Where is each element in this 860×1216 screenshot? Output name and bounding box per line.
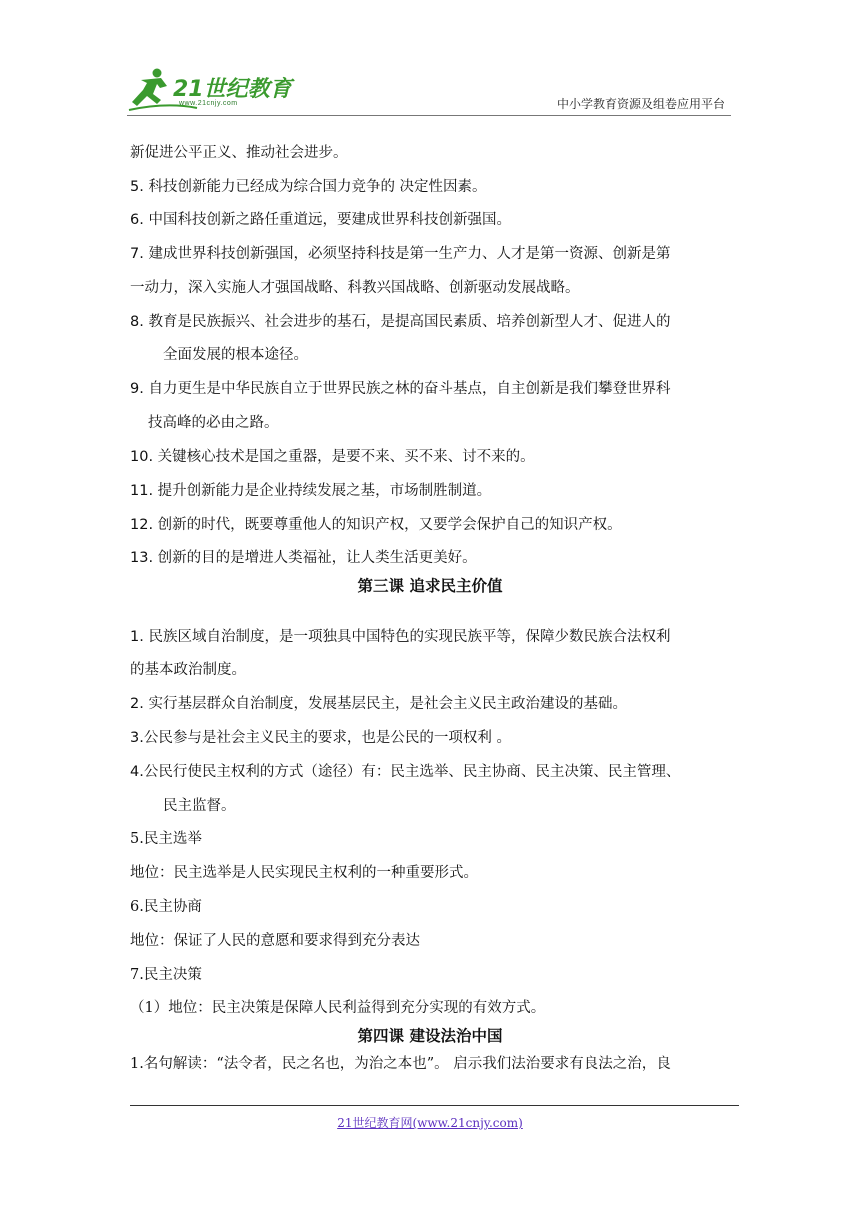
svg-text:21世纪教育: 21世纪教育 (173, 77, 292, 102)
text-line: 12. 创新的时代，既要尊重他人的知识产权，又要学会保护自己的知识产权。 (130, 517, 622, 533)
text-line: 1.名句解读：“法令者，民之名也，为治之本也”。 启示我们法治要求有良法之治，良 (130, 1056, 671, 1072)
footer-divider (130, 1105, 739, 1106)
text-line: 8. 教育是民族振兴、社会进步的基石，是提高国民素质、培养创新型人才、促进人的 (130, 314, 671, 330)
text-line: 7. 建成世界科技创新强国，必须坚持科技是第一生产力、人才是第一资源、创新是第 (130, 246, 671, 262)
footer-link[interactable]: 21世纪教育网(www.21cnjy.com) (337, 1116, 523, 1130)
text-line: 地位：民主选举是人民实现民主权利的一种重要形式。 (130, 865, 478, 881)
text-line: 的基本政治制度。 (130, 662, 246, 678)
text-line: 技高峰的必由之路。 (148, 415, 279, 431)
page-header (127, 66, 729, 120)
text-line: 4.公民行使民主权利的方式（途径）有：民主选举、民主协商、民主决策、民主管理、 (130, 764, 681, 780)
lesson-heading: 第四课 建设法治中国 (357, 1027, 503, 1045)
text-line: 11. 提升创新能力是企业持续发展之基，市场制胜制道。 (130, 483, 492, 499)
text-line: 6. 中国科技创新之路任重道远，要建成世界科技创新强国。 (130, 212, 511, 228)
logo-url: www.21cnjy.com (179, 100, 238, 107)
header-divider (127, 115, 731, 116)
text-line: 3.公民参与是社会主义民主的要求，也是公民的一项权利 。 (130, 730, 511, 746)
text-line: 5.民主选举 (130, 831, 202, 847)
text-line: 新促进公平正义、推动社会进步。 (130, 145, 348, 161)
text-line: 6.民主协商 (130, 899, 202, 915)
text-line: 民主监督。 (163, 798, 236, 814)
text-line: 5. 科技创新能力已经成为综合国力竞争的 决定性因素。 (130, 179, 487, 195)
text-line: 10. 关键核心技术是国之重器，是要不来、买不来、讨不来的。 (130, 449, 535, 465)
platform-label: 中小学教育资源及组卷应用平台 (556, 97, 725, 111)
text-line: （1）地位：民主决策是保障人民利益得到充分实现的有效方式。 (130, 1000, 546, 1016)
text-line: 1. 民族区域自治制度，是一项独具中国特色的实现民族平等，保障少数民族合法权利 (130, 629, 671, 645)
text-line: 一动力，深入实施人才强国战略、科教兴国战略、创新驱动发展战略。 (130, 280, 580, 296)
text-line: 13. 创新的目的是增进人类福祉，让人类生活更美好。 (130, 550, 477, 566)
text-line: 地位：保证了人民的意愿和要求得到充分表达 (130, 933, 420, 949)
lesson-heading: 第三课 追求民主价值 (357, 577, 503, 595)
text-line: 全面发展的根本途径。 (163, 347, 308, 363)
text-line: 7.民主决策 (130, 967, 202, 983)
text-line: 2. 实行基层群众自治制度，发展基层民主，是社会主义民主政治建设的基础。 (130, 696, 627, 712)
text-line: 9. 自力更生是中华民族自立于世界民族之林的奋斗基点，自主创新是我们攀登世界科 (130, 381, 671, 397)
